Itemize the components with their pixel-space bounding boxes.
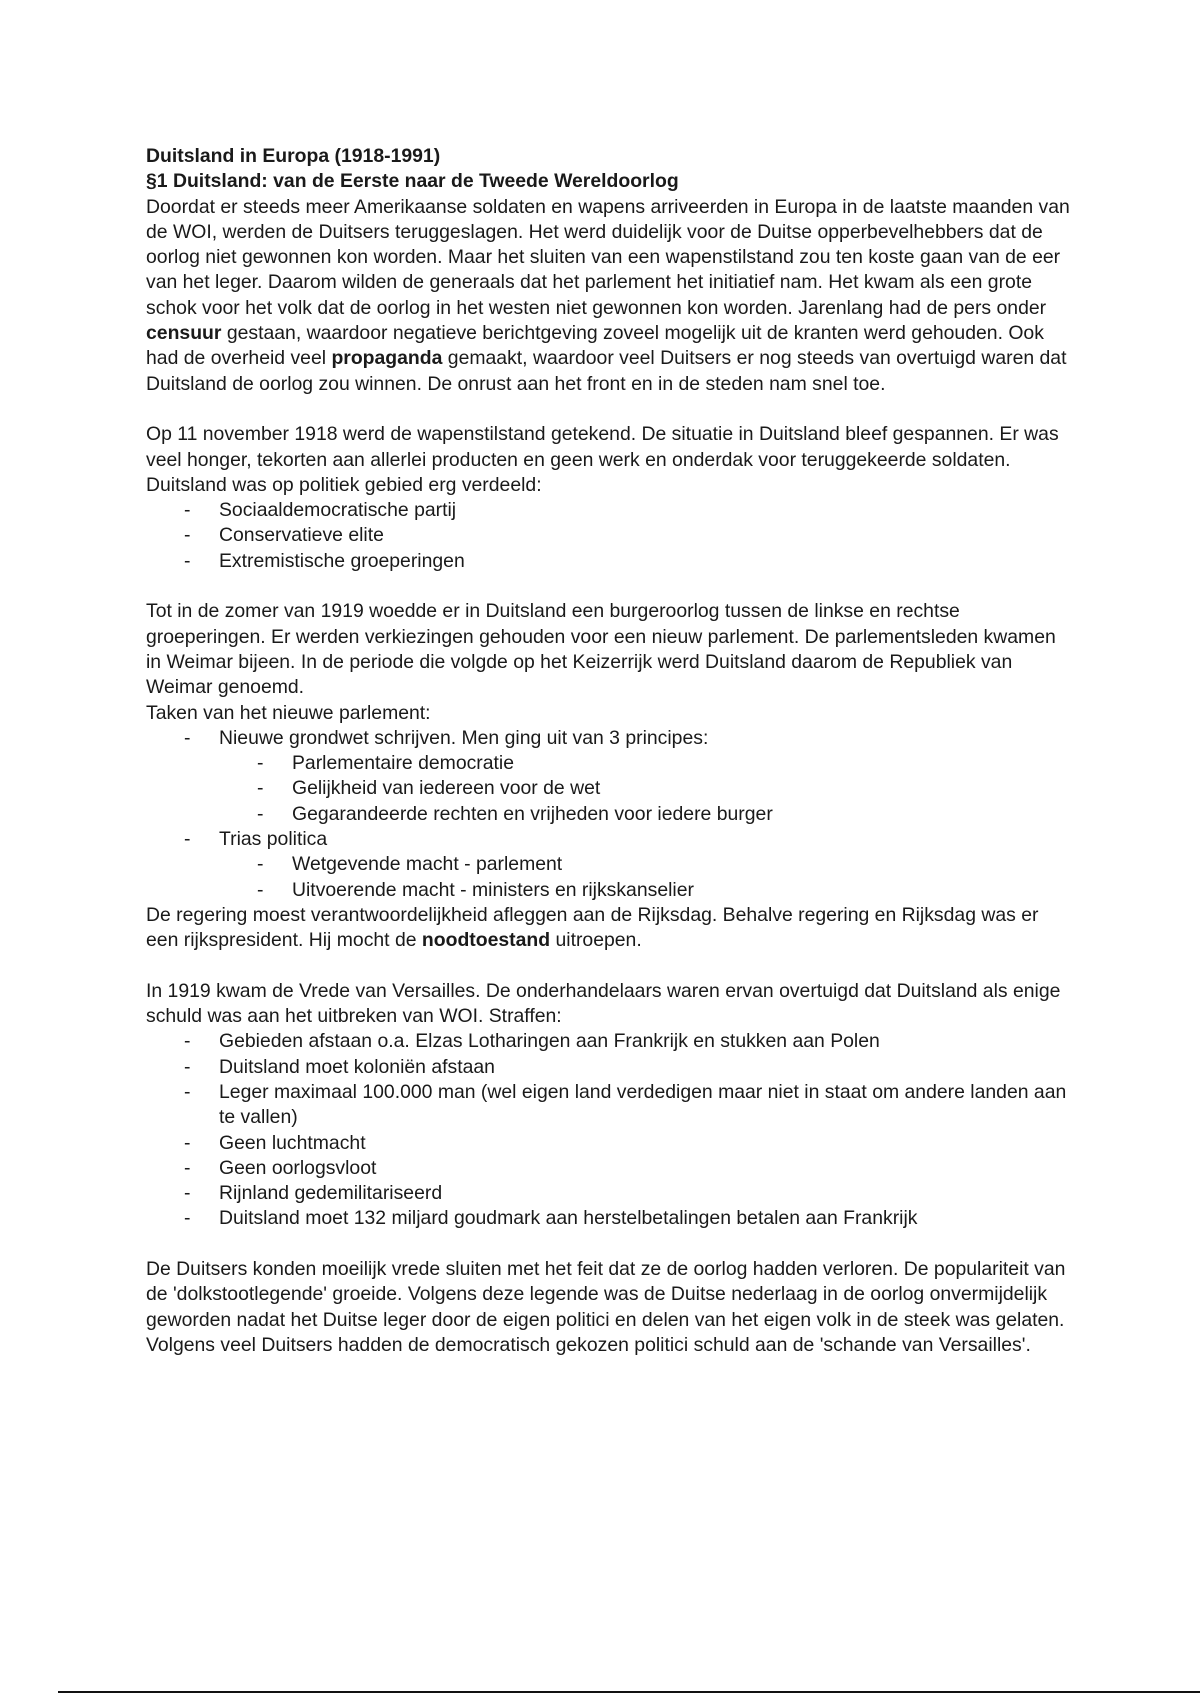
- list-item: - Gebieden afstaan o.a. Elzas Lotharingen aan Frankrijk en stukken aan Polen: [146, 1029, 1076, 1054]
- paragraph-dolkstoot: De Duitsers konden moeilijk vrede sluiten met het feit dat ze de oorlog hadden verloren. De populariteit van de 'dolkstootlegende' groeide. Volgens deze legende was de Duitse nederlaag in de oorlog onvermijdelijk geworden nadat het Duitse leger door de eigen politici en delen van het eigen volk in de steek was gelaten. Volgens veel Duitsers hadden de democratisch gekozen politici schuld aan de 'schande van Versailles'.: [146, 1258, 1066, 1356]
- sublist-item: - Parlementaire democratie: [219, 751, 1076, 776]
- paragraph-versailles: In 1919 kwam de Vrede van Versailles. De onderhandelaars waren ervan overtuigd dat Duitsland als enige schuld was aan het uitbreken van WOI. Straffen:: [146, 979, 1061, 1028]
- bullet-dash: -: [184, 1207, 191, 1230]
- list-item: - Nieuwe grondwet schrijven. Men ging uit van 3 principes: - Parlementaire democratie - Gelijkheid van iedereen voor de wet - Gegarandeerde rechten en vrijheden voor iedere burger: [146, 726, 1076, 827]
- paragraph-armistice: Op 11 november 1918 werd de wapenstilstand getekend. De situatie in Duitsland bleef gespannen. Er was veel honger, tekorten aan allerlei producten en geen werk en onderdak voor teruggekeerde soldaten. Duitsland was op politiek gebied erg verdeeld:: [146, 423, 1059, 496]
- punishments-list: [146, 1029, 1076, 1231]
- list-item: - Duitsland moet koloniën afstaan: [146, 1055, 1076, 1080]
- paragraph-text: gemaakt, waardoor veel Duitsers er nog steeds van overtuigd waren dat Duitsland de oorlog zou winnen. De onrust aan het front en in de steden nam snel toe.: [146, 347, 1067, 395]
- political-divisions-list: [146, 498, 1076, 574]
- sublist-item: - Wetgevende macht - parlement: [219, 852, 1076, 877]
- bullet-dash: -: [257, 752, 264, 775]
- bullet-dash: -: [184, 1131, 191, 1154]
- spacer: [146, 574, 1076, 599]
- page-bottom-rule: [58, 1691, 1200, 1693]
- list-item: - Duitsland moet 132 miljard goudmark aan herstelbetalingen betalen aan Frankrijk: [146, 1206, 1076, 1231]
- spacer: [146, 397, 1076, 422]
- section-heading: §1 Duitsland: van de Eerste naar de Tweede Wereldoorlog: [146, 170, 679, 193]
- sublist-item: - Gegarandeerde rechten en vrijheden voor iedere burger: [219, 802, 1076, 827]
- list-item: - Trias politica - Wetgevende macht - parlement - Uitvoerende macht - ministers en rijkskanselier: [146, 827, 1076, 903]
- paragraph-tasks-heading: Taken van het nieuwe parlement:: [146, 701, 431, 724]
- paragraph-weimar: Tot in de zomer van 1919 woedde er in Duitsland een burgeroorlog tussen de linkse en rechtse groeperingen. Er werden verkiezingen gehouden voor een nieuw parlement. De parlementsleden kwamen in Weimar bijeen. In de periode die volgde op het Keizerrijk werd Duitsland daarom de Republiek van Weimar genoemd.: [146, 600, 1056, 699]
- sublist-item: - Uitvoerende macht - ministers en rijkskanselier: [219, 878, 1076, 903]
- bullet-dash: -: [184, 1080, 191, 1103]
- list-item: - Geen oorlogsvloot: [146, 1156, 1076, 1181]
- term-censuur: censuur: [146, 322, 222, 345]
- spacer: [146, 954, 1076, 979]
- list-item: - Leger maximaal 100.000 man (wel eigen land verdedigen maar niet in staat om andere landen aan te vallen): [184, 1080, 1067, 1129]
- bullet-dash: -: [257, 878, 264, 901]
- trias-sublist: [219, 852, 1076, 903]
- paragraph-text: Doordat er steeds meer Amerikaanse soldaten en wapens arriveerden in Europa in de laatste maanden van de WOI, werden de Duitsers teruggeslagen. Het werd duidelijk voor de Duitse opperbevelhebbers dat de oorlog niet gewonnen kon worden. Maar het sluiten van een wapenstilstand zou ten koste gaan van de eer van het leger. Daarom wilden de generaals dat het parlement het initiatief nam. Het kwam als een grote schok voor het volk dat de oorlog in het westen niet gewonnen kon worden. Jarenlang had de pers onder: [146, 195, 1070, 319]
- term-propaganda: propaganda: [331, 347, 443, 370]
- bullet-dash: -: [184, 1030, 191, 1053]
- list-item: - Extremistische groeperingen: [146, 549, 1076, 574]
- list-item: - Conservatieve elite: [146, 523, 1076, 548]
- bullet-dash: -: [184, 1182, 191, 1205]
- document-title: Duitsland in Europa (1918-1991): [146, 145, 441, 167]
- bullet-dash: -: [184, 726, 191, 749]
- paragraph-intro: [146, 195, 1076, 397]
- list-item: - Rijnland gedemilitariseerd: [146, 1181, 1076, 1206]
- paragraph-text: gestaan, waardoor negatieve berichtgeving zoveel mogelijk uit de kranten werd gehouden. Ook had de overheid veel: [146, 322, 1044, 370]
- bullet-dash: -: [257, 853, 264, 876]
- document-body: [146, 144, 1076, 1358]
- list-item: - Sociaaldemocratische partij: [146, 498, 1076, 523]
- list-item: - Geen luchtmacht: [146, 1131, 1076, 1156]
- bullet-dash: -: [257, 802, 264, 825]
- bullet-dash: -: [184, 828, 191, 851]
- parliament-tasks-list: [146, 726, 1076, 903]
- bullet-dash: -: [184, 1156, 191, 1179]
- paragraph-government: De regering moest verantwoordelijkheid afleggen aan de Rijksdag. Behalve regering en Rijksdag was er een rijkspresident. Hij mocht de noodtoestand uitroepen.: [146, 903, 1039, 952]
- bullet-dash: -: [184, 524, 191, 547]
- bullet-dash: -: [184, 1055, 191, 1078]
- sublist-item: - Gelijkheid van iedereen voor de wet: [219, 776, 1076, 801]
- bullet-dash: -: [184, 499, 191, 522]
- term-noodtoestand: noodtoestand: [421, 929, 551, 952]
- bullet-dash: -: [257, 777, 264, 800]
- bullet-dash: -: [184, 549, 191, 572]
- spacer: [146, 1232, 1076, 1257]
- principles-sublist: [219, 751, 1076, 827]
